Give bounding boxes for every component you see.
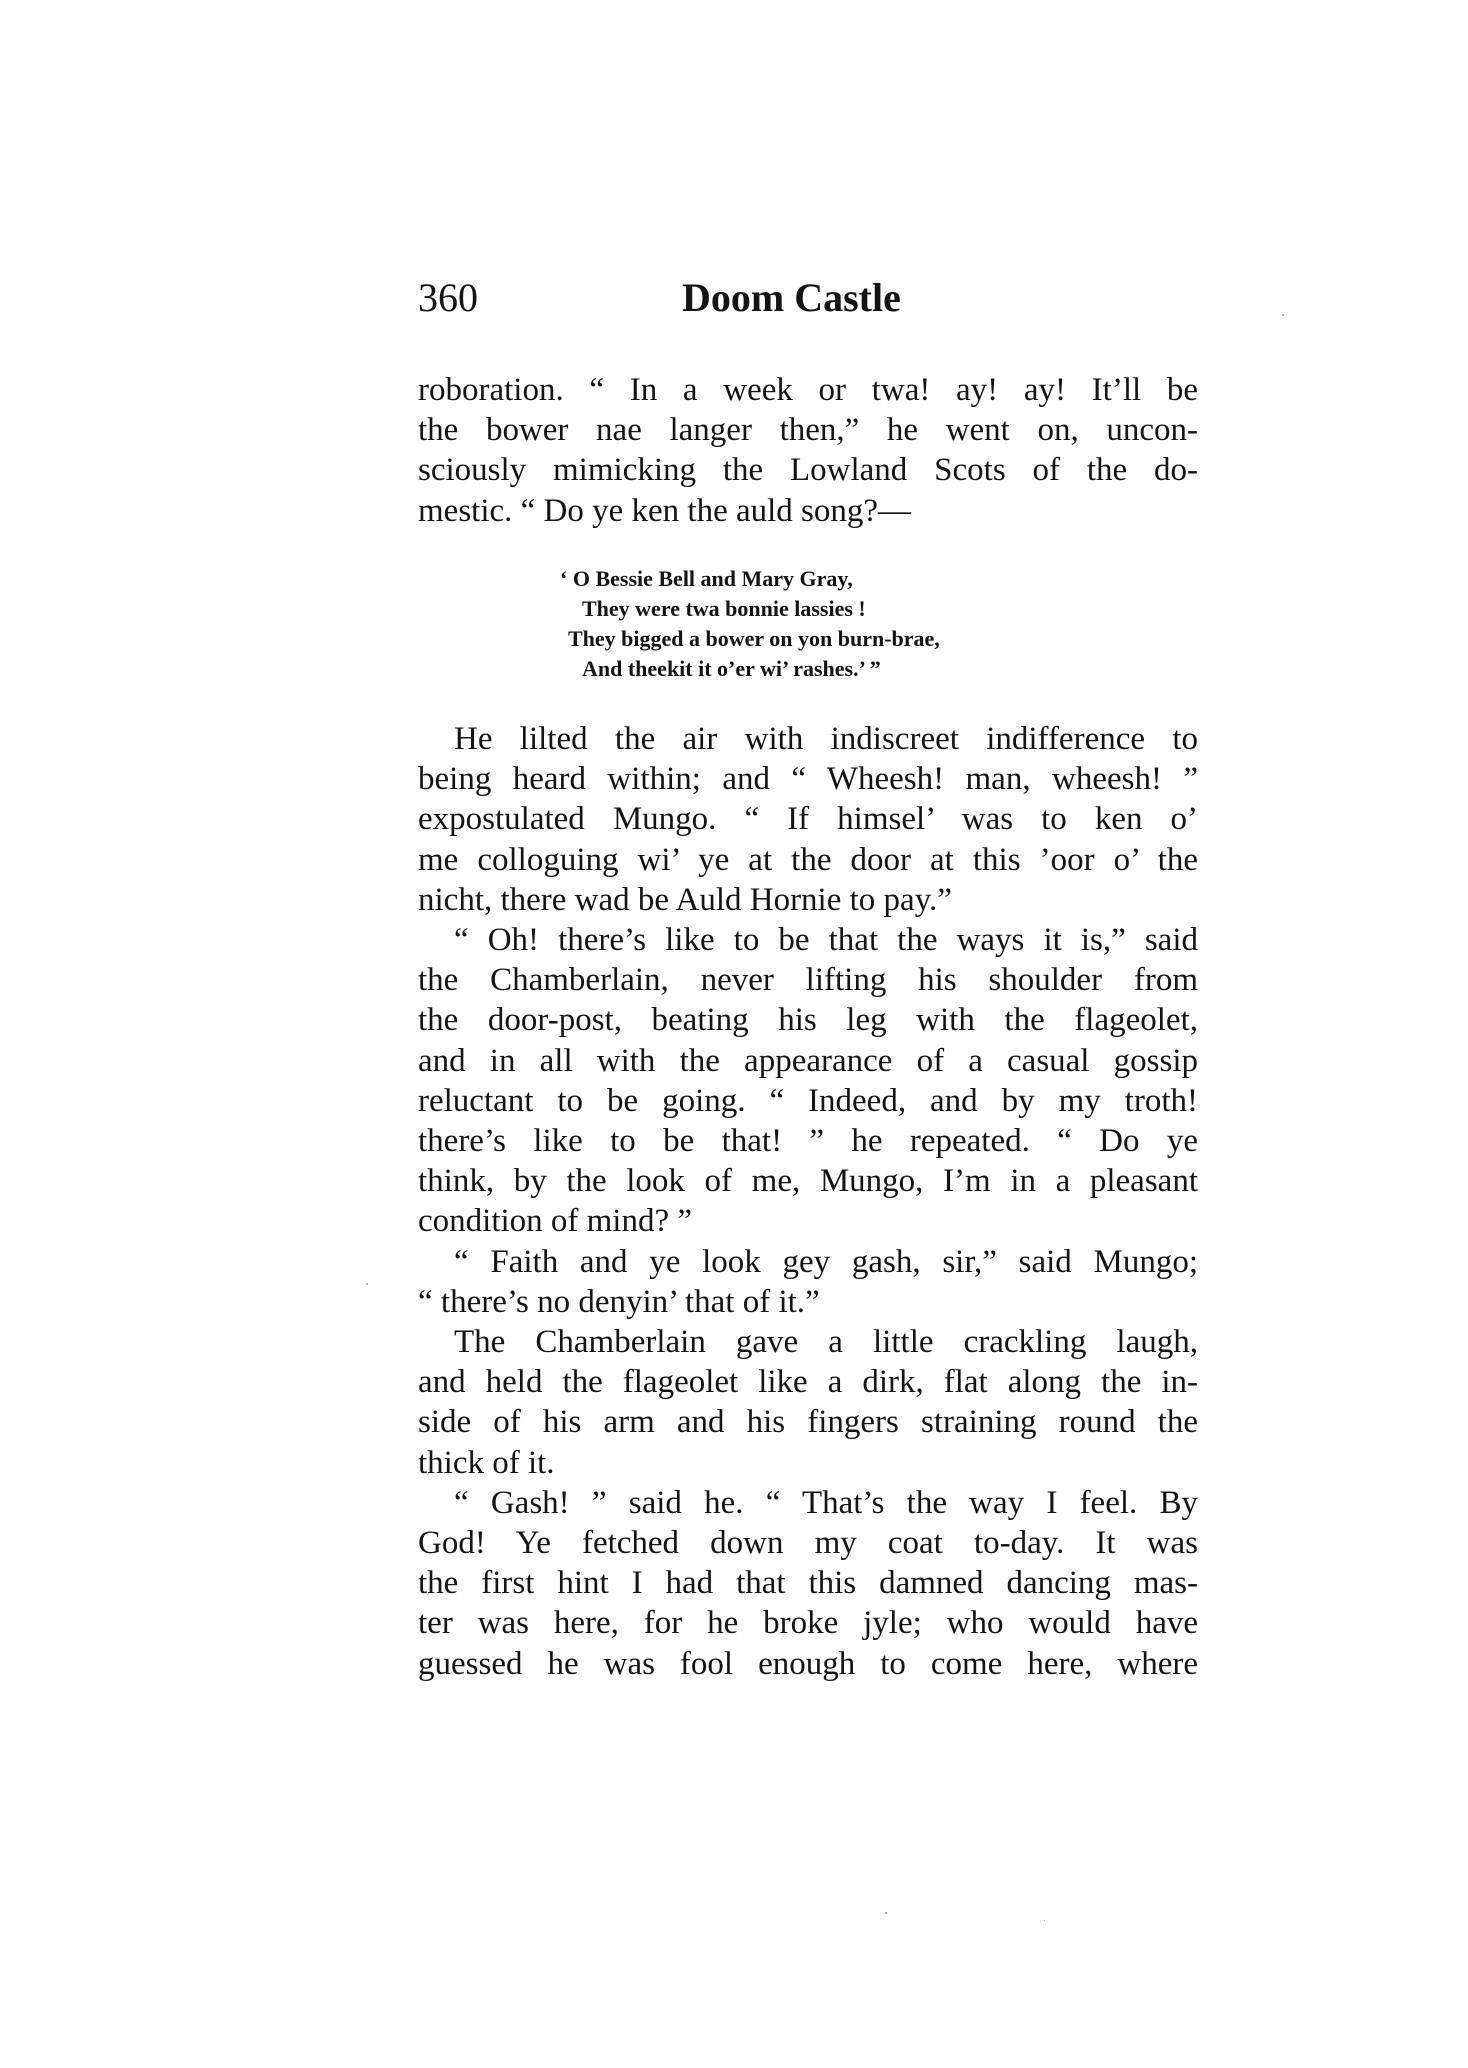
verse-line: They were twa bonnie lassies ! (582, 596, 866, 621)
text-line: condition of mind? ” (418, 1203, 693, 1240)
paragraph (418, 1322, 1198, 1483)
verse-quotation (560, 564, 1100, 684)
paragraph (418, 719, 1198, 920)
text-line: mestic. “ Do ye ken the auld song?— (418, 492, 912, 529)
text-line: there’s like to be that! ” he repeated. “ Do ye (418, 1123, 1198, 1160)
paragraph (418, 920, 1198, 1242)
paragraph (418, 1242, 1198, 1322)
paper-speck (885, 1912, 887, 1914)
paper-speck (1282, 314, 1284, 316)
paper-speck (1044, 1920, 1045, 1921)
text-line: “ there’s no denyin’ that of it.” (418, 1283, 820, 1320)
text-line: side of his arm and his fingers straining round the (418, 1404, 1198, 1441)
paper-speck (366, 1283, 368, 1285)
text-line: “ Faith and ye look gey gash, sir,” said Mungo; (454, 1243, 1198, 1280)
text-line: reluctant to be going. “ Indeed, and by my troth! (418, 1082, 1198, 1119)
text-line: guessed he was fool enough to come here, where (418, 1645, 1198, 1682)
opening-paragraph (418, 370, 1198, 531)
text-line: the bower nae langer then,” he went on, uncon- (418, 412, 1198, 449)
verse-line: They bigged a bower on yon burn-brae, (568, 626, 940, 651)
text-line: the first hint I had that this damned dancing mas- (418, 1565, 1198, 1602)
text-line: God! Ye fetched down my coat to-day. It was (418, 1525, 1198, 1562)
text-line: and held the flageolet like a dirk, flat along the in- (418, 1364, 1198, 1401)
main-text (418, 719, 1198, 1684)
text-line: “ Oh! there’s like to be that the ways it is,” said (454, 922, 1198, 959)
text-line: being heard within; and “ Wheesh! man, wheesh! ” (418, 761, 1198, 798)
text-line: roboration. “ In a week or twa! ay! ay! It’ll be (418, 372, 1198, 408)
text-line: and in all with the appearance of a casual gossip (418, 1042, 1198, 1079)
text-line: think, by the look of me, Mungo, I’m in a pleasant (418, 1163, 1198, 1200)
text-line: The Chamberlain gave a little crackling laugh, (454, 1324, 1198, 1361)
text-line: the door-post, beating his leg with the flageolet, (418, 1002, 1198, 1039)
verse-line: And theekit it o’er wi’ rashes.’ ” (582, 656, 881, 681)
paragraph (418, 1483, 1198, 1684)
text-line: “ Gash! ” said he. “ That’s the way I feel. By (454, 1484, 1198, 1521)
text-line: thick of it. (418, 1444, 555, 1481)
page-number: 360 (418, 275, 478, 320)
text-line: me colloguing wi’ ye at the door at this ’oor o’ the (418, 841, 1198, 878)
text-line: the Chamberlain, never lifting his shoulder from (418, 962, 1198, 999)
text-line: nicht, there wad be Auld Hornie to pay.” (418, 881, 952, 918)
book-title: Doom Castle (682, 275, 901, 320)
text-line: expostulated Mungo. “ If himsel’ was to ken o’ (418, 801, 1198, 838)
text-line: ter was here, for he broke jyle; who would have (418, 1605, 1198, 1642)
text-line: sciously mimicking the Lowland Scots of the do- (418, 452, 1198, 489)
running-head (418, 268, 1198, 328)
verse-line: ‘ O Bessie Bell and Mary Gray, (560, 566, 853, 591)
text-line: He lilted the air with indiscreet indifference to (454, 721, 1198, 757)
